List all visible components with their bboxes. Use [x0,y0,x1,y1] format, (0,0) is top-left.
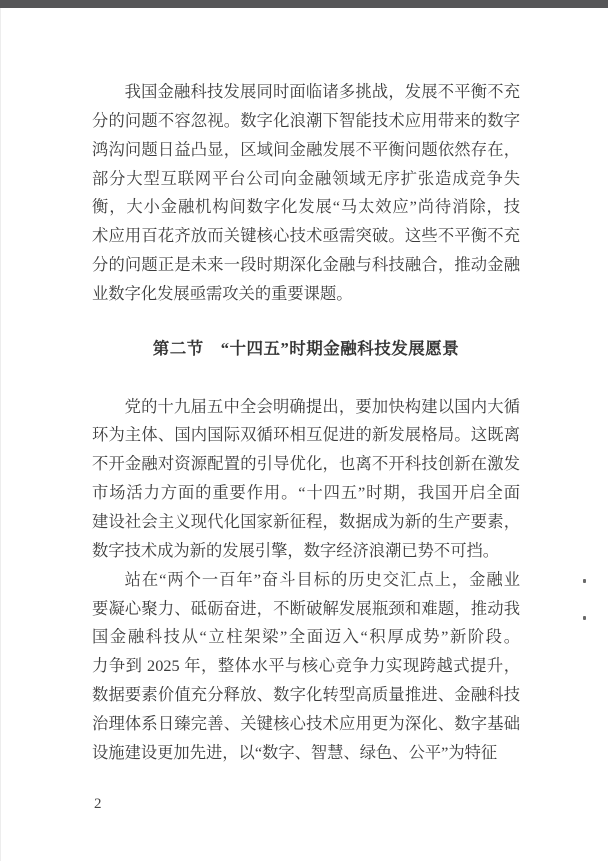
page-number: 2 [94,796,102,812]
scan-left-edge [0,8,1,861]
text-line: 术应用百花齐放而关键核心技术亟需突破。这些不平衡不充 [92,226,520,246]
text-line: 设施建设更加先进，以“数字、智慧、绿色、公平”为特征 [92,742,498,762]
text-line: 站在“两个一百年”奋斗目标的历史交汇点上，金融业 [124,569,520,589]
scan-speck [583,616,586,620]
text-line: 衡，大小金融机构间数字化发展“马太效应”尚待消除，技 [92,197,520,217]
text-line: 治理体系日臻完善、关键核心技术应用更为深化、数字基础 [92,713,520,733]
text-line: 业数字化发展亟需攻关的重要课题。 [92,283,353,303]
text-line: 数据要素价值充分释放、数字化转型高质量推进、金融科技 [92,685,520,705]
text-line: 部分大型互联网平台公司向金融领域无序扩张造成竞争失 [92,168,520,188]
text-line: 党的十九届五中全会明确提出，要加快构建以国内大循 [124,396,520,416]
scan-top-bar [0,0,608,8]
text-line: 我国金融科技发展同时面临诸多挑战，发展不平衡不充 [124,82,520,101]
text-line: 分的问题正是未来一段时期深化金融与科技融合，推动金融 [92,255,520,275]
text-line: 分的问题不容忽视。数字化浪潮下智能技术应用带来的数字 [92,110,520,130]
text-line: 要凝心聚力、砥砺奋进，不断破解发展瓶颈和难题，推动我 [92,598,520,618]
section-heading: 第二节 “十四五”时期金融科技发展愿景 [152,338,460,358]
text-line: 力争到 2025 年，整体水平与核心竞争力实现跨越式提升， [92,656,520,676]
page-content [92,78,520,768]
paragraph-1 [92,78,520,309]
scan-speck [583,579,586,583]
paragraph-3 [92,566,520,768]
text-line: 鸿沟问题日益凸显，区域间金融发展不平衡问题依然存在， [92,139,520,159]
text-line: 数字技术成为新的发展引擎，数字经济浪潮已势不可挡。 [92,540,500,560]
text-line: 国金融科技从“立柱架梁”全面迈入“积厚成势”新阶段。 [92,627,520,647]
text-line: 环为主体、国内国际双循环相互促进的新发展格局。这既离 [92,425,520,445]
text-line: 市场活力方面的重要作用。“十四五”时期，我国开启全面 [92,483,520,503]
text-line: 建设社会主义现代化国家新征程，数据成为新的生产要素， [92,511,520,531]
paragraph-2 [92,393,520,566]
text-line: 不开金融对资源配置的引导优化，也离不开科技创新在激发 [92,454,520,474]
